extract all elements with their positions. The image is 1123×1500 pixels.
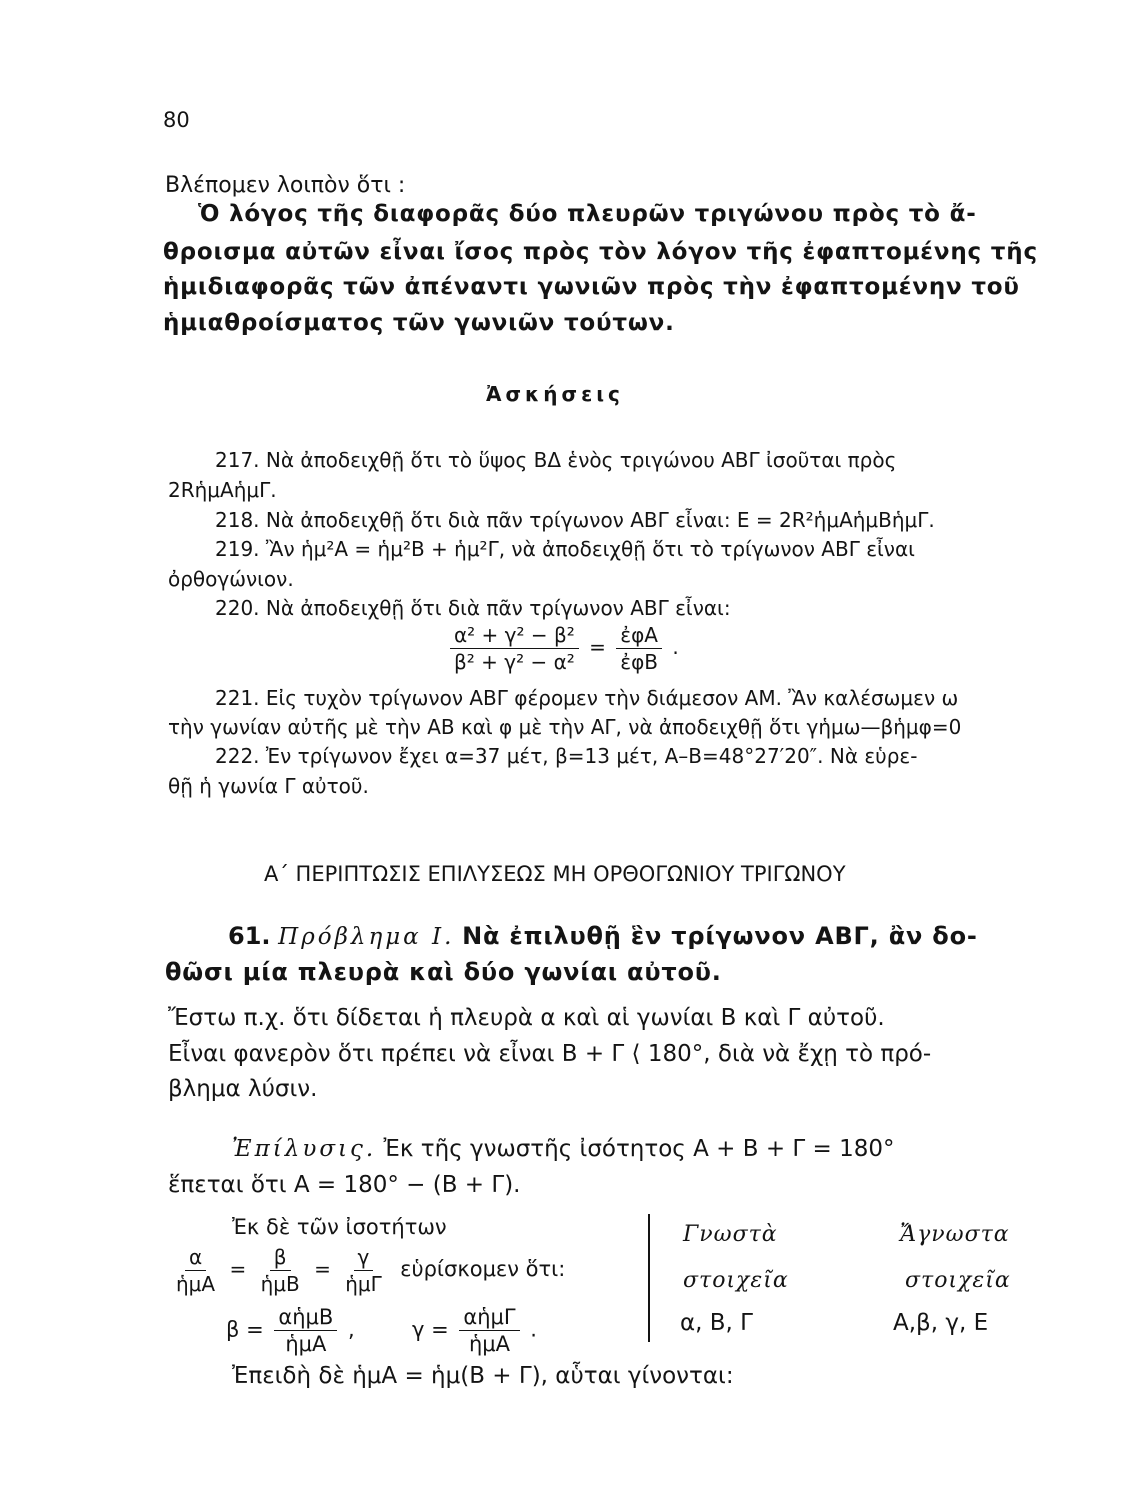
- theorem-line-1: Ὁ λόγος τῆς διαφορᾶς δύο πλευρῶν τριγώνου πρὸς τὸ ἄ-: [198, 201, 977, 227]
- ratio-a-num: α: [185, 1246, 206, 1271]
- unknown-values: Α,β, γ, Ε: [893, 1310, 989, 1336]
- exercises-heading: Ἀσκήσεις: [486, 382, 624, 406]
- beta-num: αἡμΒ: [274, 1306, 337, 1331]
- ratio-c-fraction: [341, 1246, 386, 1295]
- theorem-line-4: ἡμιαθροίσματος τῶν γωνιῶν τούτων.: [163, 310, 675, 336]
- formula-left-fraction: [450, 624, 579, 673]
- formula-left-denominator: β² + γ² − α²: [454, 650, 575, 674]
- formula-right-numerator: ἐφΑ: [616, 624, 662, 649]
- formula-right-denominator: ἐφΒ: [620, 650, 658, 674]
- known-header: Γνωστὰ: [683, 1222, 778, 1247]
- exercise-222-line-2: θῇ ἡ γωνία Γ αὐτοῦ.: [168, 774, 369, 798]
- unknown-header: Ἄγνωστα: [900, 1222, 1010, 1247]
- ratio-c-num: γ: [354, 1246, 374, 1271]
- beta-den: ἡμΑ: [285, 1332, 327, 1356]
- gamma-end: .: [530, 1317, 537, 1342]
- body-line-2: Εἶναι φανερὸν ὅτι πρέπει νὰ εἶναι Β + Γ ⟨ 180°, διὰ νὰ ἔχῃ τὸ πρό-: [168, 1041, 932, 1067]
- problem-line-2: θῶσι μία πλευρὰ καὶ δύο γωνίαι αὐτοῦ.: [165, 958, 722, 986]
- exercise-217-line-1: 217. Νὰ ἀποδειχθῇ ὅτι τὸ ὕψος ΒΔ ἑνὸς τριγώνου ΑΒΓ ἰσοῦται πρὸς: [215, 448, 897, 472]
- beta-lhs: β =: [226, 1317, 264, 1342]
- exercise-221-line-1: 221. Εἰς τυχὸν τρίγωνον ΑΒΓ φέρομεν τὴν διάμεσον ΑΜ. Ἂν καλέσωμεν ω: [215, 686, 959, 710]
- exercise-220: 220. Νὰ ἀποδειχθῇ ὅτι διὰ πᾶν τρίγωνον ΑΒΓ εἶναι:: [215, 596, 731, 620]
- ratio-c-den: ἡμΓ: [345, 1272, 382, 1296]
- problem-text-1: Νὰ ἐπιλυθῇ ἓν τρίγωνον ΑΒΓ, ἂν δο-: [462, 922, 978, 950]
- solution-line-2: ἕπεται ὅτι Α = 180° − (Β + Γ).: [168, 1172, 521, 1198]
- intro-text: Βλέπομεν λοιπὸν ὅτι :: [165, 173, 406, 198]
- known-values: α, Β, Γ: [680, 1310, 753, 1336]
- sine-law-ratio: [168, 1246, 565, 1295]
- gamma-num: αἡμΓ: [459, 1306, 519, 1331]
- ratio-eq-2: =: [314, 1257, 331, 1281]
- known-elements-label: στοιχεῖα: [683, 1268, 789, 1293]
- gamma-lhs: γ =: [412, 1317, 449, 1342]
- ratio-a-fraction: [172, 1246, 219, 1295]
- gamma-den: ἡμΑ: [468, 1332, 511, 1356]
- unknown-elements-label: στοιχεῖα: [905, 1268, 1011, 1293]
- ratio-tail: εὑρίσκομεν ὅτι:: [400, 1257, 566, 1281]
- beta-formula: [226, 1306, 355, 1355]
- ratio-b-den: ἡμΒ: [260, 1272, 300, 1296]
- section-title: Α΄ ΠΕΡΙΠΤΩΣΙΣ ΕΠΙΛΥΣΕΩΣ ΜΗ ΟΡΘΟΓΩΝΙΟΥ ΤΡΙΓΩΝΟΥ: [264, 862, 846, 886]
- ratio-b-fraction: [257, 1246, 304, 1295]
- formula-equals: =: [589, 635, 606, 659]
- ratio-a-den: ἡμΑ: [176, 1272, 216, 1296]
- problem-label: Πρόβλημα Ι.: [278, 924, 455, 950]
- exercise-219-line-1: 219. Ἂν ἡμ²Α = ἡμ²Β + ἡμ²Γ, νὰ ἀποδειχθῇ ὅτι τὸ τρίγωνον ΑΒΓ εἶναι: [215, 537, 915, 561]
- gamma-fraction: [459, 1306, 519, 1355]
- formula-left-numerator: α² + γ² − β²: [450, 624, 579, 649]
- table-divider: [648, 1214, 650, 1342]
- theorem-line-3: ἡμιδιαφορᾶς τῶν ἀπέναντι γωνιῶν πρὸς τὴν ἐφαπτομένην τοῦ: [163, 274, 1020, 300]
- exercise-219-line-2: ὀρθογώνιον.: [168, 567, 294, 591]
- gamma-formula: [412, 1306, 537, 1355]
- body-line-1: Ἔστω π.χ. ὅτι δίδεται ἡ πλευρὰ α καὶ αἱ γωνίαι Β καὶ Γ αὐτοῦ.: [168, 1005, 885, 1031]
- problem-line-1: [228, 920, 978, 953]
- exercise-222-line-1: 222. Ἐν τρίγωνον ἔχει α=37 μέτ, β=13 μέτ, Α–Β=48°27′20″. Νὰ εὑρε-: [215, 744, 918, 768]
- ratio-b-num: β: [270, 1246, 291, 1271]
- beta-fraction: [274, 1306, 337, 1355]
- theorem-line-2: θροισμα αὐτῶν εἶναι ἴσος πρὸς τὸν λόγον τῆς ἐφαπτομένης τῆς: [163, 239, 1038, 265]
- ratio-eq-1: =: [229, 1257, 247, 1281]
- problem-number: 61.: [228, 922, 271, 950]
- last-line: Ἐπειδὴ δὲ ἡμΑ = ἡμ(Β + Γ), αὗται γίνονται:: [232, 1363, 734, 1389]
- solution-line-1-text: Ἐκ τῆς γνωστῆς ἰσότητος Α + Β + Γ = 180°: [383, 1136, 895, 1162]
- solution-label: Ἐπίλυσις.: [232, 1136, 377, 1162]
- page-number: 80: [163, 108, 190, 132]
- exercise-217-line-2: 2RἡμΑἡμΓ.: [168, 478, 277, 502]
- solution-line-1: [232, 1133, 895, 1165]
- beta-end: ,: [347, 1317, 355, 1342]
- exercise-220-formula: [446, 624, 679, 673]
- exercise-218: 218. Νὰ ἀποδειχθῇ ὅτι διὰ πᾶν τρίγωνον ΑΒΓ εἶναι: Ε = 2R²ἡμΑἡμΒἡμΓ.: [215, 508, 935, 532]
- formula-period: .: [672, 635, 679, 659]
- exercise-221-line-2: τὴν γωνίαν αὐτῆς μὲ τὴν ΑΒ καὶ φ μὲ τὴν ΑΓ, νὰ ἀποδειχθῇ ὅτι γἡμω—βἡμφ=0: [168, 715, 962, 739]
- from-equalities: Ἐκ δὲ τῶν ἰσοτήτων: [232, 1215, 447, 1239]
- body-line-3: βλημα λύσιν.: [168, 1076, 318, 1102]
- formula-right-fraction: [616, 624, 662, 673]
